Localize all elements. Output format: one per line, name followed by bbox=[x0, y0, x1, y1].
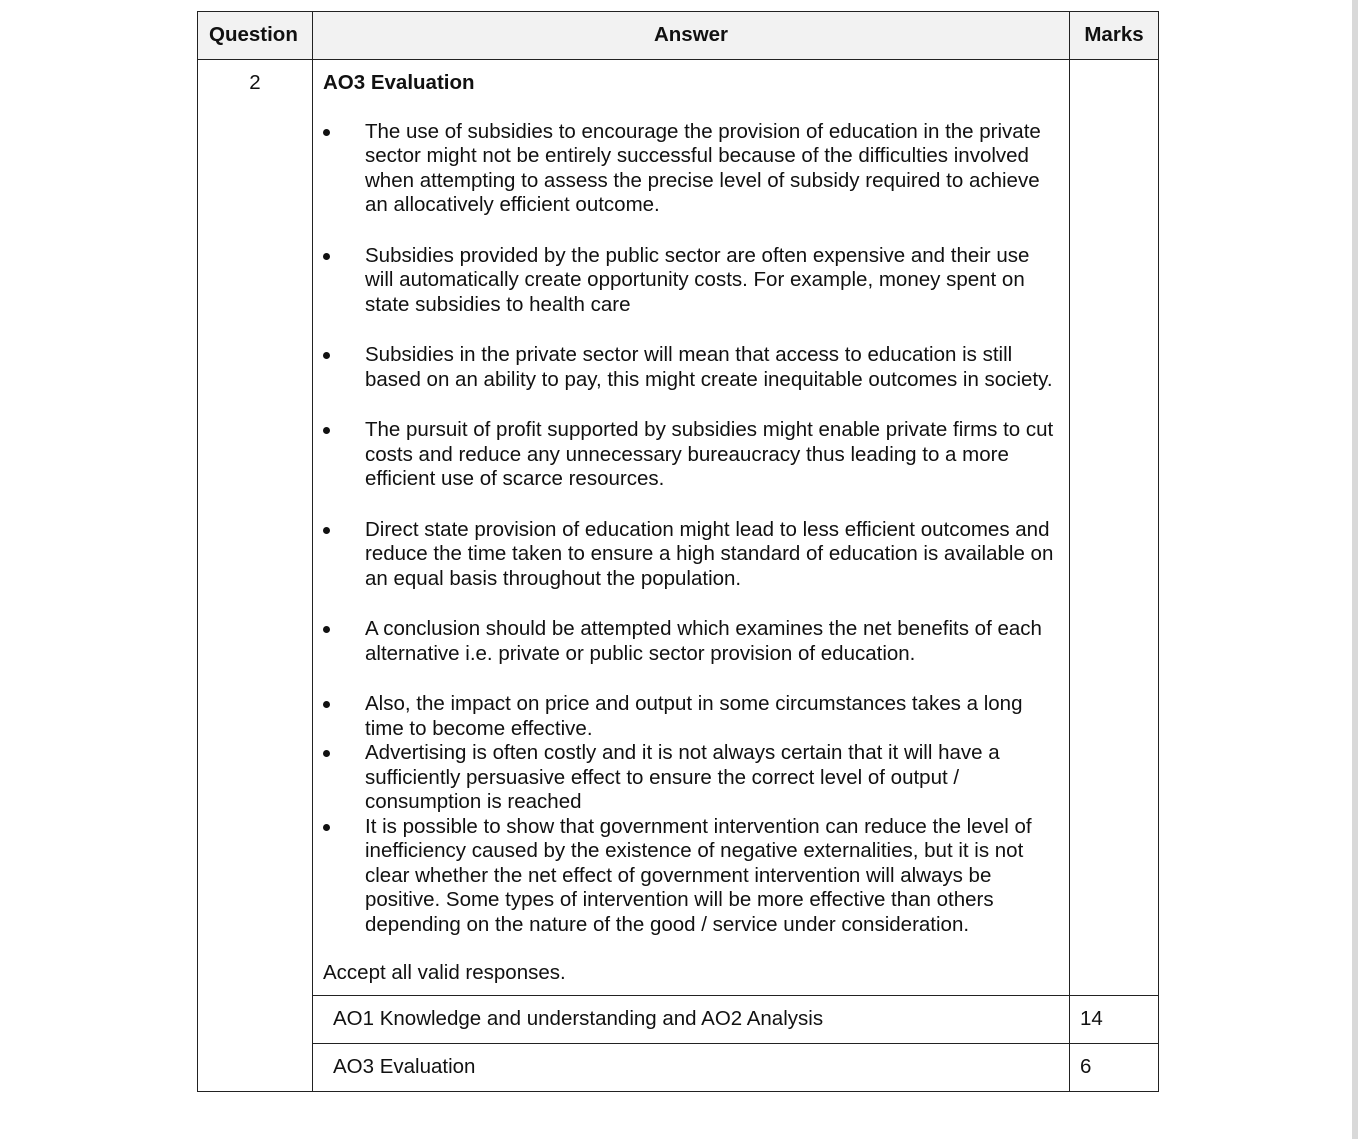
bullet-icon bbox=[323, 527, 330, 534]
summary-marks: 14 bbox=[1070, 995, 1159, 1043]
bullet-icon bbox=[323, 129, 330, 136]
marks-cell-empty bbox=[1070, 60, 1159, 996]
bullet-icon bbox=[323, 427, 330, 434]
summary-marks: 6 bbox=[1070, 1043, 1159, 1091]
marks-header: Marks bbox=[1070, 12, 1159, 60]
bullet-icon bbox=[323, 626, 330, 633]
mark-scheme-table bbox=[197, 11, 1159, 1092]
bullet-icon bbox=[323, 701, 330, 708]
bullet-icon bbox=[323, 352, 330, 359]
evaluation-points bbox=[323, 120, 1059, 938]
accept-note: Accept all valid responses. bbox=[323, 961, 566, 984]
list-item: Direct state provision of education might lead to less efficient outcomes and reduce the time taken to ensure a high standard of education is available on an equal basis throughout the population. bbox=[323, 518, 1059, 592]
header-row bbox=[198, 12, 1159, 60]
list-item: A conclusion should be attempted which examines the net benefits of each alternative i.e. private or public sector provision of education. bbox=[323, 617, 1059, 666]
list-item: The pursuit of profit supported by subsidies might enable private firms to cut costs and reduce any unnecessary bureaucracy thus leading to a more efficient use of scarce resources. bbox=[323, 418, 1059, 492]
summary-label: AO1 Knowledge and understanding and AO2 Analysis bbox=[313, 995, 1070, 1043]
answer-row bbox=[198, 60, 1159, 996]
summary-row bbox=[198, 995, 1159, 1043]
question-number: 2 bbox=[198, 60, 313, 1092]
section-title: AO3 Evaluation bbox=[323, 71, 475, 94]
summary-row bbox=[198, 1043, 1159, 1091]
bullet-icon bbox=[323, 824, 330, 831]
list-item: The use of subsidies to encourage the provision of education in the private sector might not be entirely successful because of the difficulties involved when attempting to assess the precise level of subsidy required to achieve an allocatively efficient outcome. bbox=[323, 120, 1059, 218]
list-item: Subsidies provided by the public sector are often expensive and their use will automatically create opportunity costs. For example, money spent on state subsidies to health care bbox=[323, 244, 1059, 318]
answer-cell bbox=[313, 60, 1070, 996]
list-item: Advertising is often costly and it is not always certain that it will have a sufficiently persuasive effect to ensure the correct level of output / consumption is reached bbox=[323, 741, 1059, 815]
bullet-icon bbox=[323, 253, 330, 260]
answer-header: Answer bbox=[313, 12, 1070, 60]
page-edge-strip bbox=[1352, 0, 1358, 1139]
summary-label: AO3 Evaluation bbox=[313, 1043, 1070, 1091]
question-header: Question bbox=[198, 12, 313, 60]
list-item: It is possible to show that government intervention can reduce the level of inefficiency caused by the existence of negative externalities, but it is not clear whether the net effect of government intervention will always be positive. Some types of intervention will be more effective than others depending on the nature of the good / service under consideration. bbox=[323, 815, 1059, 938]
list-item: Subsidies in the private sector will mean that access to education is still based on an ability to pay, this might create inequitable outcomes in society. bbox=[323, 343, 1059, 392]
bullet-icon bbox=[323, 750, 330, 757]
list-item: Also, the impact on price and output in some circumstances takes a long time to become effective. bbox=[323, 692, 1059, 741]
